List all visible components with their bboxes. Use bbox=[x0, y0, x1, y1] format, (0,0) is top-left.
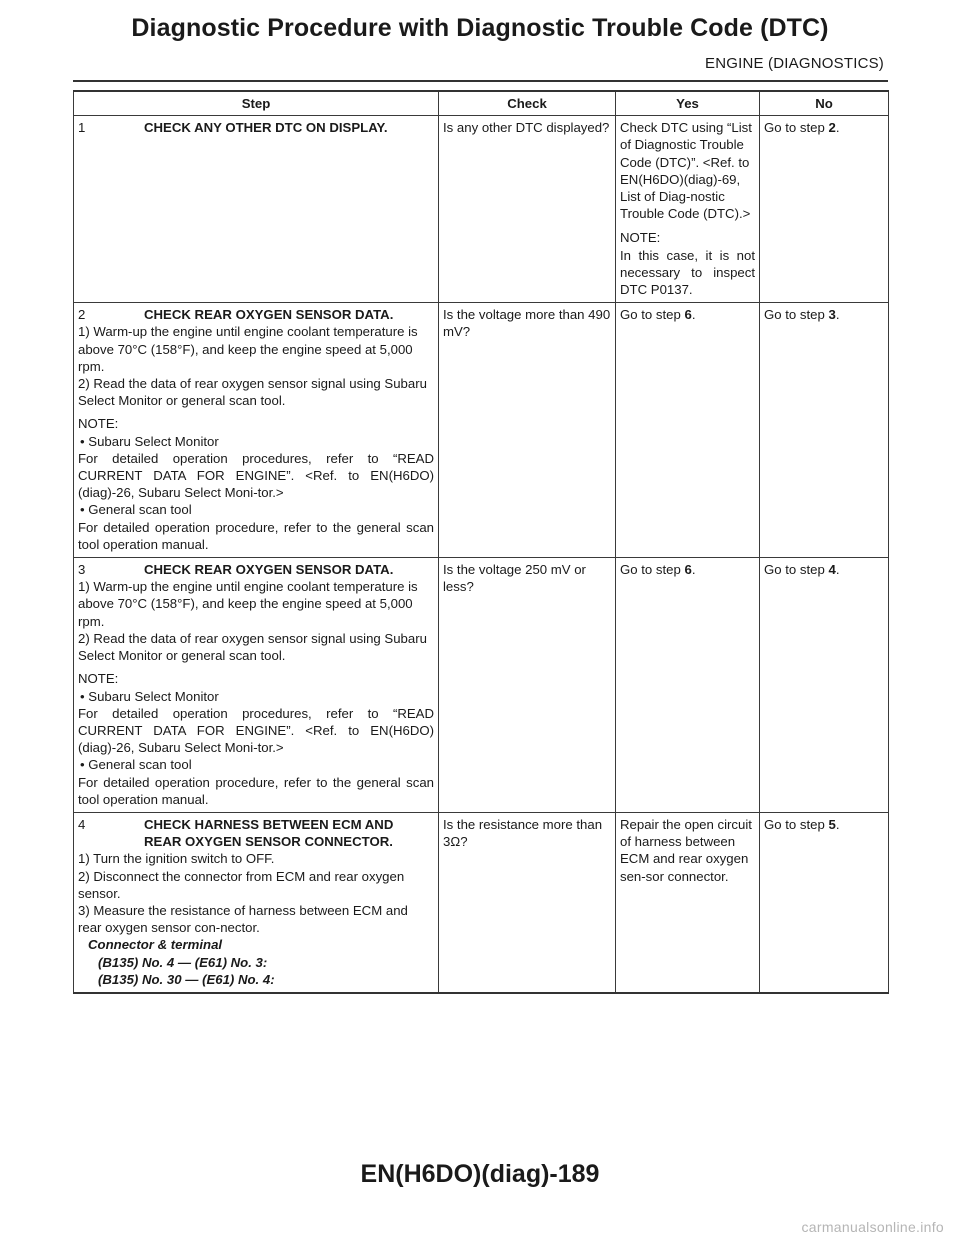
note-bullet: • General scan tool bbox=[80, 502, 192, 518]
check-cell: Is any other DTC displayed? bbox=[439, 116, 616, 303]
note-label: NOTE: bbox=[620, 230, 661, 246]
step-number: 2 bbox=[78, 307, 86, 323]
goto-text: Go to step bbox=[764, 816, 829, 832]
goto-step-link[interactable]: 6 bbox=[684, 562, 692, 578]
yes-cell: Repair the open circuit of harness between ECM and rear oxygen sen-sor connector. bbox=[616, 812, 760, 993]
header-divider bbox=[73, 80, 888, 82]
step-cell bbox=[74, 303, 439, 558]
goto-step-link[interactable]: 2 bbox=[828, 120, 836, 136]
watermark: carmanualsonline.info bbox=[801, 1219, 944, 1235]
goto-step-link[interactable]: 4 bbox=[828, 562, 836, 578]
check-cell: Is the voltage more than 490 mV? bbox=[439, 303, 616, 558]
yes-cell bbox=[616, 558, 760, 813]
goto-text: Go to step bbox=[764, 120, 829, 136]
goto-suffix: . bbox=[691, 562, 696, 578]
goto-suffix: . bbox=[835, 120, 840, 136]
check-cell: Is the resistance more than 3Ω? bbox=[439, 812, 616, 993]
note-bullet: • General scan tool bbox=[80, 757, 192, 773]
note-text: For detailed operation procedure, refer to the general scan tool operation manual. bbox=[78, 519, 434, 552]
page-title: Diagnostic Procedure with Diagnostic Trouble Code (DTC) bbox=[131, 14, 829, 42]
goto-suffix: . bbox=[691, 307, 696, 323]
step-instruction: 1) Warm-up the engine until engine coolant temperature is above 70°C (158°F), and keep the engine speed at 5,000 rpm. bbox=[78, 579, 418, 629]
note-text: For detailed operation procedures, refer to “READ CURRENT DATA FOR ENGINE”. <Ref. to EN(H6DO)(diag)-26, Subaru Select Moni-tor.> bbox=[78, 450, 434, 501]
diagnostic-table bbox=[73, 90, 889, 994]
goto-step-link[interactable]: 3 bbox=[828, 307, 836, 323]
goto-suffix: . bbox=[835, 307, 840, 323]
step-instruction: 2) Read the data of rear oxygen sensor signal using Subaru Select Monitor or general scan tool. bbox=[78, 630, 427, 664]
goto-text: Go to step bbox=[620, 307, 685, 323]
column-header-yes: Yes bbox=[616, 91, 760, 116]
step-number: 1 bbox=[78, 120, 86, 136]
column-header-no: No bbox=[760, 91, 889, 116]
step-instruction: 2) Disconnect the connector from ECM and rear oxygen sensor. bbox=[78, 868, 405, 901]
note-text: In this case, it is not necessary to inspect DTC P0137. bbox=[620, 247, 755, 298]
step-instruction: 1) Turn the ignition switch to OFF. bbox=[78, 851, 275, 867]
yes-text: Check DTC using “List of Diagnostic Trouble Code (DTC)”. <Ref. to EN(H6DO)(diag)-69, List of Diag-nostic Trouble Code (DTC).> bbox=[620, 120, 752, 222]
table-header-row bbox=[74, 91, 889, 116]
yes-cell bbox=[616, 116, 760, 303]
check-cell: Is the voltage 250 mV or less? bbox=[439, 558, 616, 813]
step-title: CHECK ANY OTHER DTC ON DISPLAY. bbox=[144, 120, 388, 136]
goto-step-link[interactable]: 6 bbox=[684, 307, 692, 323]
column-header-check: Check bbox=[439, 91, 616, 116]
no-cell bbox=[760, 812, 889, 993]
connector-terminal-pair: (B135) No. 4 — (E61) No. 3: bbox=[98, 954, 268, 970]
step-number: 4 bbox=[78, 816, 86, 832]
step-instruction: 2) Read the data of rear oxygen sensor signal using Subaru Select Monitor or general scan tool. bbox=[78, 376, 427, 409]
note-text: For detailed operation procedures, refer to “READ CURRENT DATA FOR ENGINE”. <Ref. to EN(H6DO)(diag)-26, Subaru Select Moni-tor.> bbox=[78, 705, 434, 756]
no-cell bbox=[760, 303, 889, 558]
page-code: EN(H6DO)(diag)-189 bbox=[360, 1160, 600, 1188]
goto-text: Go to step bbox=[764, 562, 829, 578]
goto-text: Go to step bbox=[620, 562, 685, 578]
note-bullet: • Subaru Select Monitor bbox=[80, 688, 219, 704]
goto-step-link[interactable]: 5 bbox=[828, 816, 836, 832]
column-header-step: Step bbox=[74, 91, 439, 116]
connector-terminal-pair: (B135) No. 30 — (E61) No. 4: bbox=[98, 971, 275, 987]
note-label: NOTE: bbox=[78, 416, 119, 432]
yes-cell bbox=[616, 303, 760, 558]
step-instruction: 3) Measure the resistance of harness between ECM and rear oxygen sensor con-nector. bbox=[78, 902, 408, 936]
step-cell bbox=[74, 558, 439, 813]
goto-suffix: . bbox=[835, 562, 840, 578]
note-text: For detailed operation procedure, refer to the general scan tool operation manual. bbox=[78, 774, 434, 807]
step-cell bbox=[74, 812, 439, 993]
goto-text: Go to step bbox=[764, 307, 829, 323]
connector-terminal-label: Connector & terminal bbox=[88, 937, 223, 953]
table-row bbox=[74, 558, 889, 813]
table-row bbox=[74, 812, 889, 993]
step-cell bbox=[74, 116, 439, 303]
table-row bbox=[74, 303, 889, 558]
step-title: CHECK REAR OXYGEN SENSOR DATA. bbox=[144, 562, 394, 578]
step-title: CHECK REAR OXYGEN SENSOR DATA. bbox=[144, 307, 394, 323]
goto-suffix: . bbox=[835, 816, 840, 832]
section-name: ENGINE (DIAGNOSTICS) bbox=[704, 55, 884, 72]
step-instruction: 1) Warm-up the engine until engine coolant temperature is above 70°C (158°F), and keep the engine speed at 5,000 rpm. bbox=[78, 324, 418, 374]
no-cell bbox=[760, 558, 889, 813]
step-number: 3 bbox=[78, 562, 86, 578]
note-label: NOTE: bbox=[78, 671, 119, 687]
note-bullet: • Subaru Select Monitor bbox=[80, 433, 219, 449]
step-title: CHECK HARNESS BETWEEN ECM AND REAR OXYGEN SENSOR CONNECTOR. bbox=[144, 816, 394, 850]
no-cell bbox=[760, 116, 889, 303]
table-row bbox=[74, 116, 889, 303]
